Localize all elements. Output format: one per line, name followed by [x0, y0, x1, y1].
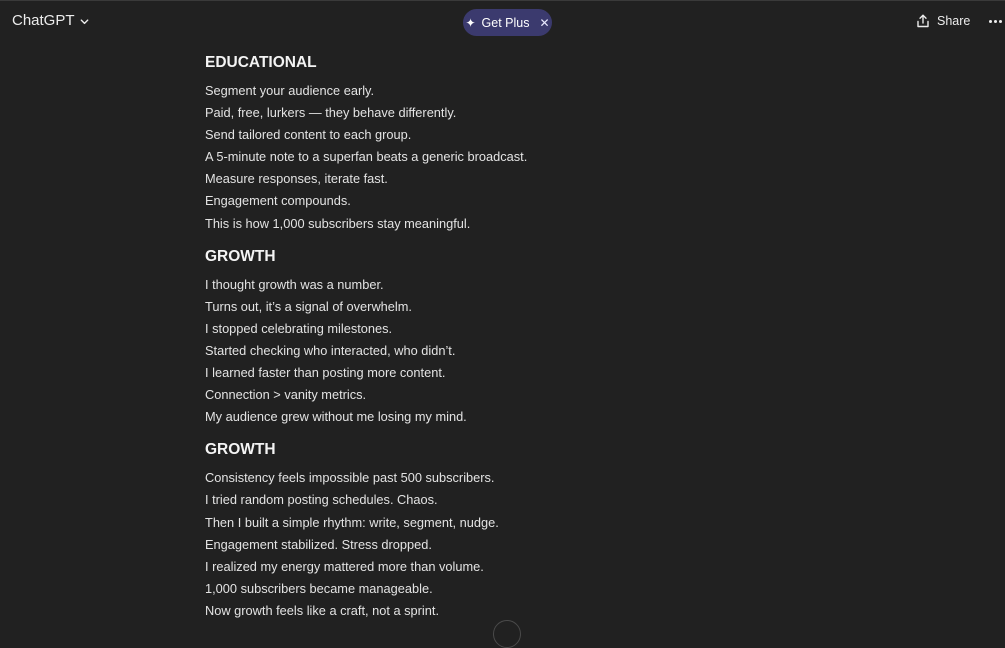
- text-line: Engagement stabilized. Stress dropped.: [205, 536, 432, 552]
- text-line: Connection > vanity metrics.: [205, 387, 367, 403]
- text-line: Paid, free, lurkers — they behave differently.: [205, 105, 457, 121]
- scroll-down-button[interactable]: [493, 620, 521, 648]
- model-name: ChatGPT: [12, 12, 75, 29]
- text-line: Engagement compounds.: [205, 193, 351, 209]
- text-line: I tried random posting schedules. Chaos.: [205, 492, 438, 508]
- text-line: My audience grew without me losing my mind.: [205, 409, 467, 425]
- chat-message: [205, 52, 765, 633]
- share-icon: [916, 14, 930, 28]
- text-line: A 5-minute note to a superfan beats a generic broadcast.: [205, 149, 528, 165]
- section-growth-2: [205, 439, 765, 622]
- section-heading: GROWTH: [205, 247, 276, 265]
- text-line: Send tailored content to each group.: [205, 127, 412, 143]
- text-line: Consistency feels impossible past 500 subscribers.: [205, 470, 495, 486]
- close-icon[interactable]: ✕: [539, 15, 550, 30]
- section-heading: EDUCATIONAL: [205, 54, 317, 71]
- text-line: This is how 1,000 subscribers stay meaningful.: [205, 215, 471, 231]
- share-button[interactable]: [916, 14, 970, 28]
- text-line: Now growth feels like a craft, not a sprint.: [205, 602, 439, 618]
- text-line: I stopped celebrating milestones.: [205, 320, 393, 336]
- text-line: 1,000 subscribers became manageable.: [205, 580, 433, 596]
- text-line: Segment your audience early.: [205, 83, 375, 98]
- get-plus-button[interactable]: [463, 9, 552, 36]
- section-heading: GROWTH: [205, 441, 276, 459]
- get-plus-label: Get Plus: [481, 15, 530, 30]
- top-bar: [0, 0, 1005, 43]
- share-label: Share: [937, 14, 971, 28]
- text-line: I learned faster than posting more content.: [205, 365, 446, 381]
- text-line: I realized my energy mattered more than volume.: [205, 558, 484, 574]
- text-line: Then I built a simple rhythm: write, segment, nudge.: [205, 514, 499, 530]
- section-educational: [205, 52, 765, 235]
- section-growth-1: [205, 246, 765, 429]
- more-options-icon[interactable]: [989, 20, 1002, 23]
- chevron-down-icon: [79, 16, 90, 27]
- text-line: I thought growth was a number.: [205, 276, 384, 292]
- model-switcher[interactable]: [12, 12, 90, 29]
- text-line: Turns out, it’s a signal of overwhelm.: [205, 298, 412, 314]
- sparkle-icon: ✦: [465, 15, 476, 30]
- text-line: Started checking who interacted, who didn’t.: [205, 342, 456, 358]
- text-line: Measure responses, iterate fast.: [205, 171, 388, 187]
